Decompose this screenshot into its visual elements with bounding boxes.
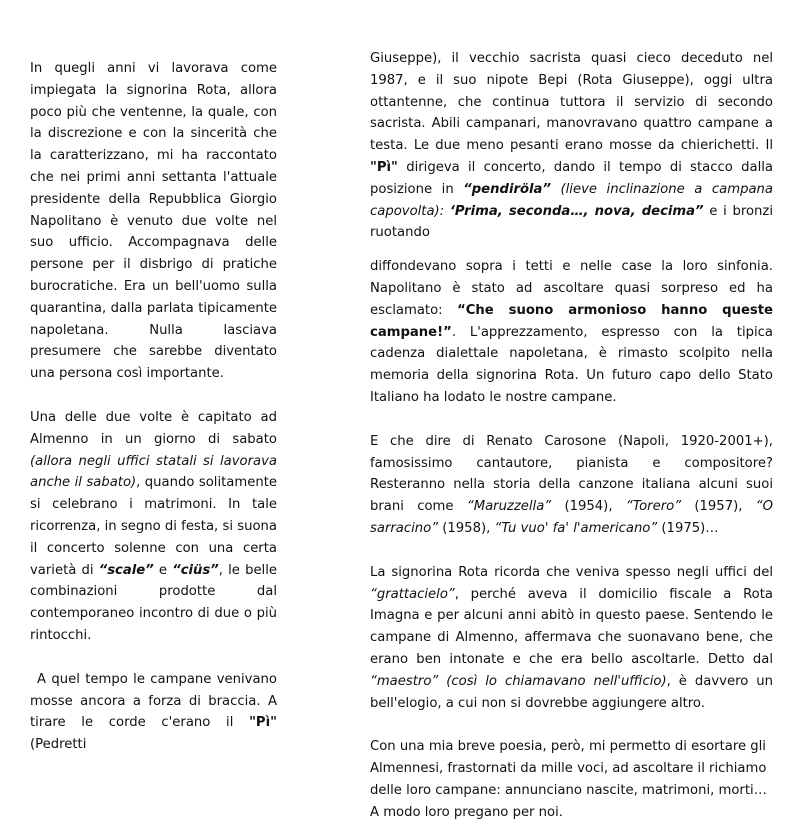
paragraph-napolitano-exclamation bbox=[370, 256, 773, 409]
text-run: A quel tempo le campane venivano mosse ancora a forza di braccia. A tirare le corde c'erano il bbox=[30, 671, 277, 731]
text-run: Una delle due volte è capitato ad Almenno in un giorno di sabato bbox=[30, 409, 277, 447]
paragraph-saturday-wedding bbox=[30, 407, 277, 647]
text-run: La signorina Rota ricorda che veniva spesso negli uffici del bbox=[370, 564, 773, 580]
text-run: “ciüs” bbox=[172, 562, 219, 578]
text-run: (allora negli uffici statali si lavorava anche il sabato) bbox=[30, 453, 277, 491]
text-run: . L'apprezzamento, espresso con la tipica cadenza dialettale napoletana, è rimasto scolpito nella memoria della signorina Rota. Un futuro capo dello Stato Italiano ha lodato le nostre campane. bbox=[370, 324, 773, 405]
text-run: (lieve inclinazione a campana capovolta): bbox=[370, 181, 773, 219]
text-run: “maestro” (così lo chiamavano nell'ufficio) bbox=[370, 673, 667, 689]
text-run: (1954), bbox=[551, 499, 626, 515]
text-run: Giuseppe), il vecchio sacrista quasi cieco deceduto nel 1987, e il suo nipote Bepi (Rota Giuseppe), oggi ultra ottantenne, che continua tuttora il servizio di secondo sacrista. Abili campanari, manovravano quattro campane a testa. Le due meno pesanti erano mosse da chierichetti. Il bbox=[370, 51, 773, 154]
text-run: "Pì" bbox=[370, 159, 398, 175]
text-run: e i bronzi ruotando bbox=[370, 203, 773, 241]
text-run: , quando solitamente si celebrano i matrimoni. In tale ricorrenza, in segno di festa, si suona il concerto solenne con una certa varietà di bbox=[30, 475, 277, 578]
text-run: “Che suono armonioso hanno queste campane!” bbox=[370, 302, 774, 340]
text-run: (1957), bbox=[681, 499, 756, 515]
text-run: E che dire di Renato Carosone (Napoli, 1920-2001+), famosissimo cantautore, pianista e compositore? Resteranno nella storia della canzone italiana alcuni suoi brani come bbox=[370, 433, 773, 515]
left-column bbox=[30, 58, 277, 756]
text-run: dirigeva il concerto, dando il tempo di stacco dalla posizione in bbox=[370, 159, 773, 197]
paragraph-bell-ringers-start bbox=[30, 669, 277, 756]
text-run: (1958), bbox=[438, 520, 495, 536]
text-run: Con una mia breve poesia, però, mi permetto di esortare gli Almennesi, frastornati da mille voci, ad ascoltare il richiamo delle loro campane: annunciano nascite, matrimoni, morti… A modo loro pregano per noi. bbox=[370, 739, 767, 820]
text-run: , perché aveva il domicilio fiscale a Rota Imagna e per alcuni anni abitò in questo paese. Sentendo le campane di Almenno, affermava che suonavano bene, che erano ben intonate e che era bello ascoltarle. Detto dal bbox=[370, 586, 773, 667]
text-run: “pendiröla” bbox=[463, 181, 551, 197]
text-run: (1975)… bbox=[657, 520, 719, 536]
text-run: , le belle combinazioni prodotte dal contemporaneo incontro di due o più rintocchi. bbox=[30, 562, 277, 643]
text-run bbox=[551, 182, 561, 197]
paragraph-carosone bbox=[370, 431, 773, 540]
paragraph-napolitano-visit bbox=[30, 58, 277, 385]
text-run: “Tu vuo' fa' l'americano” bbox=[494, 520, 658, 536]
text-run: “O sarracino” bbox=[370, 499, 773, 536]
paragraph-bell-ringers-continued bbox=[370, 48, 773, 244]
text-run: (Pedretti bbox=[30, 737, 87, 753]
text-run: In quegli anni vi lavorava come impiegata la signorina Rota, allora poco più che ventenne, la quale, con la discrezione e con la sincerità che la caratterizzano, mi ha raccontato che nei primi anni settanta l'attuale presidente della Repubblica Giorgio Napolitano è venuto due volte nel suo ufficio. Accompagnava delle persone per il disbrigo di pratiche burocratiche. Era un bell'uomo sulla quarantina, dalla parlata tipicamente napoletana. Nulla lasciava presumere che sarebbe diventato una persona così importante. bbox=[30, 61, 277, 382]
text-run: “grattacielo” bbox=[370, 586, 455, 602]
text-run: diffondevano sopra i tetti e nelle case la loro sinfonia. Napolitano è stato ad ascoltare quasi sorpreso ed ha esclamato: bbox=[370, 259, 773, 318]
text-run: "Pì" bbox=[249, 715, 277, 731]
paragraph-grattacielo bbox=[370, 562, 773, 715]
right-column bbox=[370, 48, 773, 824]
text-run: “Maruzzella” bbox=[466, 499, 552, 515]
text-run: ‘Prima, seconda…, nova, decima” bbox=[449, 203, 704, 219]
text-run: e bbox=[153, 562, 173, 578]
text-run: “scale” bbox=[98, 562, 154, 578]
text-run: “Torero” bbox=[625, 499, 682, 515]
text-run: , è davvero un bell'elogio, a cui non si dovrebbe aggiungere altro. bbox=[370, 673, 773, 711]
